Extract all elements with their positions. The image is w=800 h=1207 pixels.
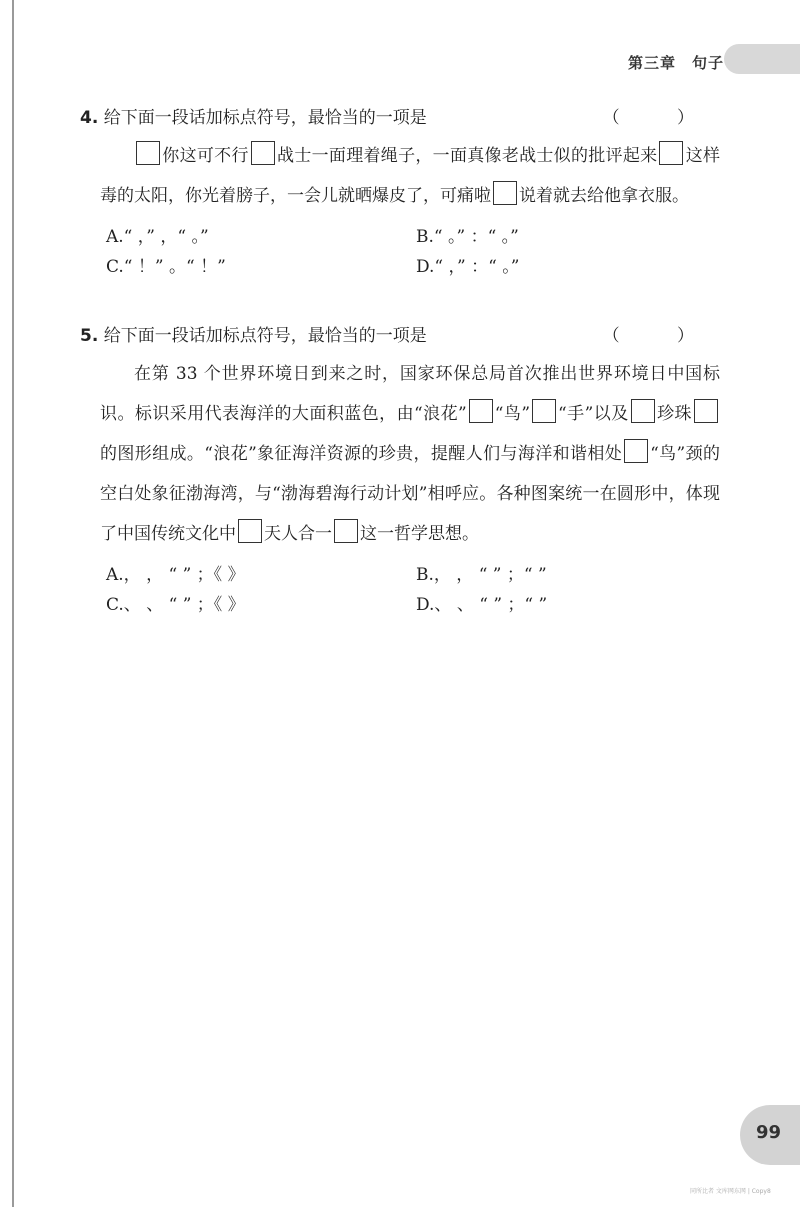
blank-box bbox=[694, 399, 718, 423]
options-row-2 bbox=[106, 252, 730, 282]
option-d: D.、 、 “ ” ；“ ” bbox=[416, 595, 548, 615]
option-a: A.， ， “ ” ；《 》 bbox=[106, 565, 245, 585]
options-row-1 bbox=[106, 560, 730, 590]
option-b: B.， ， “ ” ；“ ” bbox=[416, 565, 547, 585]
question-5-header bbox=[80, 322, 730, 350]
passage-text: 天人合一 bbox=[264, 524, 332, 544]
option-c: C.、 、 “ ” ；《 》 bbox=[106, 595, 245, 615]
blank-box bbox=[334, 519, 358, 543]
passage-text: “鸟”颈的空白处象征渤海湾，与“渤海碧海行动计划”相呼应。各种图案统一在圆形中，体现了中国传统文化中 bbox=[100, 444, 720, 544]
question-4-passage bbox=[100, 136, 720, 216]
question-number: 4. bbox=[80, 108, 99, 128]
question-prompt: 给下面一段话加标点符号，最恰当的一项是 bbox=[103, 326, 427, 346]
blank-box bbox=[469, 399, 493, 423]
options-row-2 bbox=[106, 590, 730, 620]
option-c: C.“ ！” 。“ ！” bbox=[106, 257, 226, 277]
answer-parentheses: （ ） bbox=[602, 326, 720, 346]
option-a: A.“ ，” ，“ 。” bbox=[106, 227, 209, 247]
page-edge-line bbox=[12, 0, 14, 1207]
blank-box bbox=[136, 141, 160, 165]
question-5 bbox=[80, 322, 730, 620]
header-tab-decoration bbox=[724, 44, 800, 74]
passage-text: 你这可不行 bbox=[162, 146, 249, 166]
question-4-header bbox=[80, 104, 730, 132]
options-row-1 bbox=[106, 222, 730, 252]
passage-text: 战士一面理着绳子，一面真像老战士似的批评起来 bbox=[276, 146, 658, 166]
passage-text: 珍珠 bbox=[656, 404, 692, 424]
blank-box bbox=[631, 399, 655, 423]
question-5-passage bbox=[100, 354, 720, 554]
passage-text: 这一哲学思想。 bbox=[360, 524, 479, 544]
blank-box bbox=[624, 439, 648, 463]
chapter-title: 第三章 句子 bbox=[628, 54, 725, 72]
blank-box bbox=[493, 181, 517, 205]
question-prompt: 给下面一段话加标点符号，最恰当的一项是 bbox=[103, 108, 427, 128]
passage-text: 这样毒的太阳，你光着膀子，一会儿就晒爆皮了，可痛啦 bbox=[100, 146, 721, 206]
blank-box bbox=[238, 519, 262, 543]
option-d: D.“ ，” ：“ 。” bbox=[416, 257, 520, 277]
page-header bbox=[0, 0, 800, 90]
page-number: 99 bbox=[756, 1122, 782, 1143]
passage-text: 说着就去给他拿衣服。 bbox=[519, 186, 689, 206]
blank-box bbox=[251, 141, 275, 165]
blank-box bbox=[659, 141, 683, 165]
passage-text: “鸟” bbox=[494, 404, 531, 424]
passage-text: 的图形组成。“浪花”象征海洋资源的珍贵，提醒人们与海洋和谐相处 bbox=[100, 444, 623, 464]
passage-text: 在第 33 个世界环境日到来之时，国家环保总局首次推出世界环境日中国标识。标识采用代表海洋的大面积蓝色，由“浪花” bbox=[100, 364, 720, 424]
question-number: 5. bbox=[80, 326, 99, 346]
passage-text: “手”以及 bbox=[558, 404, 629, 424]
answer-parentheses: （ ） bbox=[602, 108, 720, 128]
blank-box bbox=[532, 399, 556, 423]
question-4 bbox=[80, 104, 730, 282]
footer-note: 同所比者 文库网东网 | Copy8 bbox=[690, 1188, 771, 1195]
option-b: B.“ 。” ：“ 。” bbox=[416, 227, 519, 247]
